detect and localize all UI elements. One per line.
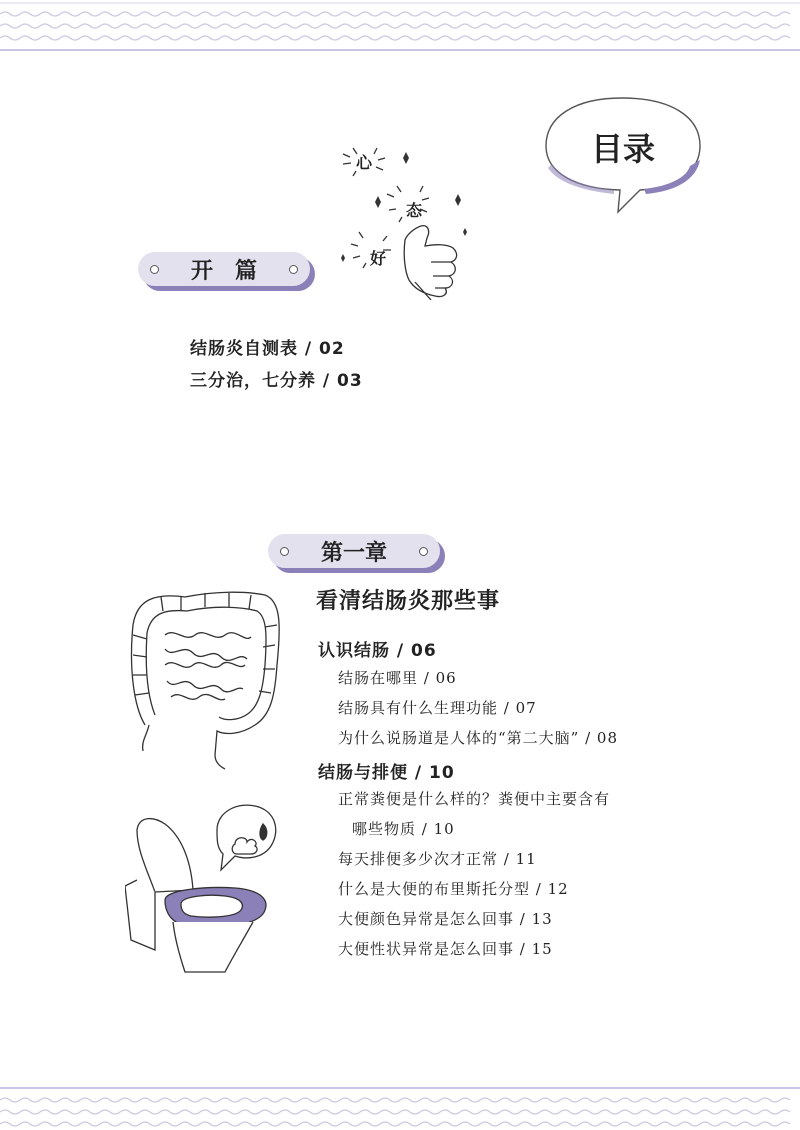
toc-entry-continued[interactable]: 哪些物质 / 10 bbox=[352, 820, 455, 838]
opening-section-pill bbox=[138, 252, 310, 286]
pill-dot-left bbox=[150, 265, 159, 274]
opening-label: 开 篇 bbox=[190, 258, 257, 284]
pill-dot-left bbox=[280, 547, 289, 556]
top-wave-border bbox=[0, 0, 800, 52]
toc-entry[interactable]: 为什么说肠道是人体的“第二大脑” / 08 bbox=[338, 729, 619, 747]
banner-char-xin: 心 bbox=[356, 153, 373, 172]
chapter1-pill bbox=[268, 534, 440, 568]
toc-entry[interactable]: 每天排便多少次才正常 / 11 bbox=[338, 850, 537, 868]
toc-entry-care[interactable]: 三分治，七分养 / 03 bbox=[190, 371, 363, 391]
bottom-wave-border bbox=[0, 1078, 800, 1130]
toc-entry[interactable]: 大便颜色异常是怎么回事 / 13 bbox=[338, 910, 553, 928]
page-title: 目录 bbox=[590, 130, 655, 168]
toc-entry[interactable]: 结肠在哪里 / 06 bbox=[338, 669, 457, 687]
toc-entry[interactable]: 什么是大便的布里斯托分型 / 12 bbox=[338, 880, 569, 898]
pill-dot-right bbox=[289, 265, 298, 274]
pill-dot-right bbox=[419, 547, 428, 556]
chapter1-label: 第一章 bbox=[320, 540, 387, 566]
toc-entry-self-test[interactable]: 结肠炎自测表 / 02 bbox=[190, 339, 345, 359]
toc-section-colon[interactable]: 认识结肠 / 06 bbox=[318, 641, 437, 661]
toc-entry[interactable]: 大便性状异常是怎么回事 / 15 bbox=[338, 940, 553, 958]
banner-char-tai: 态 bbox=[406, 201, 423, 220]
toc-entry[interactable]: 正常粪便是什么样的？粪便中主要含有 bbox=[338, 790, 611, 808]
toc-entry[interactable]: 结肠具有什么生理功能 / 07 bbox=[338, 699, 537, 717]
intestine-illustration bbox=[125, 585, 285, 770]
banner-char-hao: 好 bbox=[370, 249, 387, 268]
toc-section-defecation[interactable]: 结肠与排便 / 10 bbox=[318, 763, 455, 783]
toilet-illustration bbox=[125, 800, 290, 975]
chapter1-title: 看清结肠炎那些事 bbox=[316, 589, 501, 614]
